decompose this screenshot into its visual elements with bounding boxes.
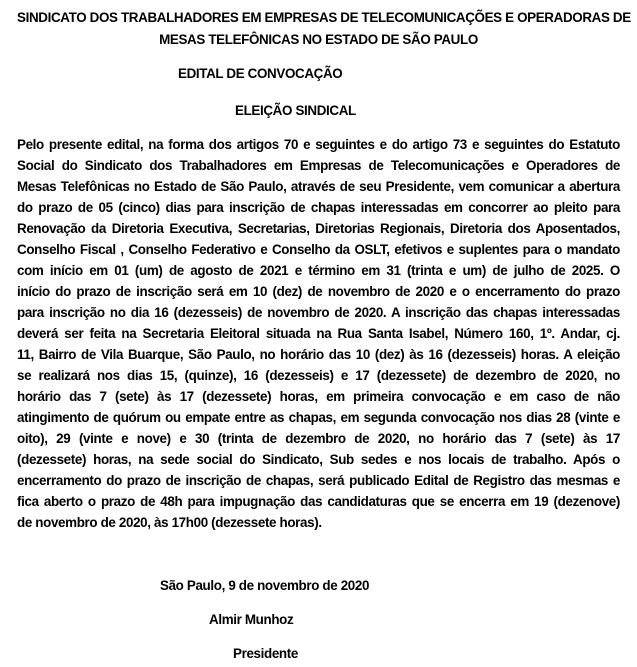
body-line: de novembro de 2020, às 17h00 (dezessete horas). xyxy=(17,515,322,530)
signatory-name: Almir Munhoz xyxy=(209,612,294,627)
organization-name-line-1: SINDICATO DOS TRABALHADORES EM EMPRESAS DE TELECOMUNICAÇÕES E OPERADORAS DE xyxy=(17,10,631,25)
body-line: Social do Sindicato dos Trabalhadores em Empresas de Telecomunicações e Operadores de xyxy=(17,158,620,173)
body-line: se realizará nos dias 15, (quinze), 16 (dezesseis) e 17 (dezessete) de dezembro de 2020, no xyxy=(17,368,620,383)
body-line: (dezessete) horas, na sede social do Sindicato, Sub sedes e nos locais de trabalho. Após o xyxy=(17,452,620,467)
document-title: EDITAL DE CONVOCAÇÃO xyxy=(178,66,343,81)
body-line: fica aberto o prazo de 48h para impugnação das candidaturas que se encerra em 19 (dezenove) xyxy=(17,494,620,509)
body-line: Renovação da Diretoria Executiva, Secretarias, Diretorias Regionais, Diretoria dos Aposentados, xyxy=(17,221,620,236)
body-line: 11, Bairro de Vila Buarque, São Paulo, no horário das 10 (dez) às 16 (dezesseis) horas. A eleição xyxy=(17,347,620,362)
body-line: Conselho Fiscal , Conselho Federativo e Conselho da OSLT, efetivos e suplentes para o mandato xyxy=(17,242,620,257)
document-subtitle: ELEIÇÃO SINDICAL xyxy=(235,103,356,118)
body-line: encerramento do prazo de inscrição de chapas, será publicado Edital de Registro das mesmas e xyxy=(17,473,620,488)
place-and-date: São Paulo, 9 de novembro de 2020 xyxy=(160,578,370,593)
body-line: com início em 01 (um) de agosto de 2021 e término em 31 (trinta e um) de julho de 2025. O xyxy=(17,263,620,278)
body-line: deverá ser feita na Secretaria Eleitoral situada na Rua Santa Isabel, Número 160, 1º. Andar, cj. xyxy=(17,326,620,341)
body-line: início do prazo de inscrição será em 10 (dez) de novembro de 2020 e o encerramento do prazo xyxy=(17,284,620,299)
body-line: Pelo presente edital, na forma dos artigos 70 e seguintes e do artigo 73 e seguintes do Estatuto xyxy=(17,137,620,152)
body-line: atingimento de quórum ou empate entre as chapas, em segunda convocação nos dias 28 (vinte e xyxy=(17,410,620,425)
body-line: horário das 7 (sete) às 17 (dezessete) horas, em primeira convocação e em caso de não xyxy=(17,389,620,404)
body-line: para inscrição no dia 16 (dezesseis) de novembro de 2020. A inscrição das chapas interessadas xyxy=(17,305,620,320)
body-line: Mesas Telefônicas no Estado de São Paulo, através de seu Presidente, vem comunicar a abertura xyxy=(17,179,620,194)
body-line: oito), 29 (vinte e nove) e 30 (trinta de dezembro de 2020, no horário das 7 (sete) às 17 xyxy=(17,431,620,446)
signatory-role: Presidente xyxy=(233,646,298,661)
organization-name-line-2: MESAS TELEFÔNICAS NO ESTADO DE SÃO PAULO xyxy=(159,32,478,47)
body-line: do prazo de 05 (cinco) dias para inscrição de chapas interessadas em concorrer ao pleito para xyxy=(17,200,620,215)
